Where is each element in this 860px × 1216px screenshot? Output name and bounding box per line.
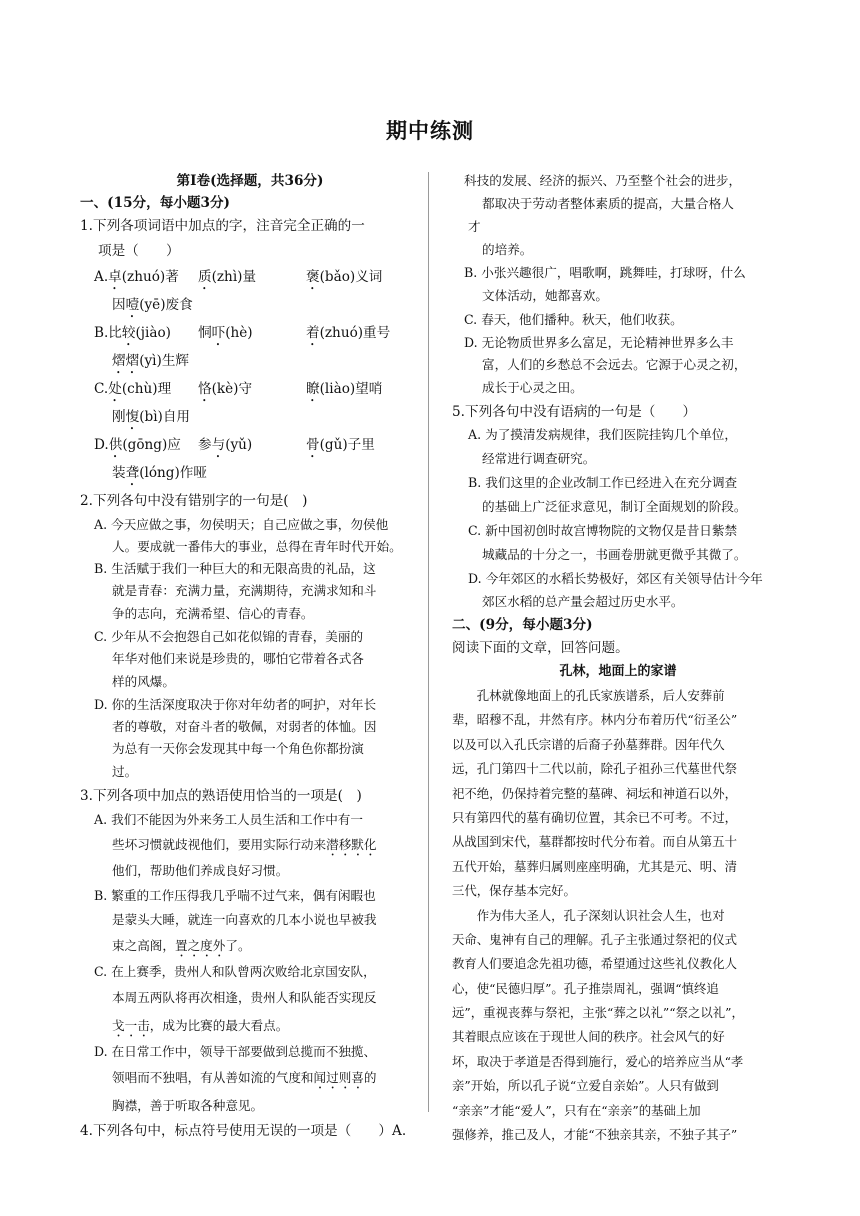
q2-option-a: A. 今天应做之事，勿侯明天；自己应做之事，勿侯他: [94, 517, 389, 532]
part2-instruction: 阅读下面的文章，回答问题。: [452, 640, 629, 656]
q3-option-a: A. 我们不能因为外来务工人员生活和工作中有一: [94, 812, 363, 827]
q5-stem: 5.下列各句中没有语病的一句是（ ）: [452, 404, 697, 420]
article-body: 孔林就像地面上的孔氏家族谱系，后人安葬前 辈，昭穆不乱，井然有序。林内分布着历代“衍圣公” 以及可以入孔氏宗谱的后裔子孙墓葬群。因年代久 远，孔门第四十二代以前，除孔子祖孙三代墓世代祭 祀不绝，仍保持着完整的墓碑、祠坛和神道石以外， 只有第四代的墓有确切位置，其余已不可考。不过， 从战国到宋代，墓群都按时代分布着。而自从第五十 五代开始，墓葬归属则座座明确，尤其是元、明、清 三代，保存基本完好。 作为伟大圣人，孔子深刻认识社会人生，也对 天命、鬼神有自己的理解。孔子主张通过祭祀的仪式 教育人们要追念先祖功德，希望通过这些礼仪教化人 心，使“民德归厚”。孔子推崇周礼，强调“慎终追 远”，重视丧葬与祭祀，主张“葬之以礼”“祭之以礼”， 其着眼点应该在于现世人间的秩序。社会风气的好 坏，取决于孝道是否得到施行，爱心的培养应当从“孝 亲”开始，所以孔子说“立爱自亲始”。人只有做到 “亲亲”才能“爱人”，只有在“亲亲”的基础上加 强修养，推己及人，才能“不独亲其亲，不独子其子”: [452, 688, 744, 1143]
q5-option-a: A. 为了摸清发病规律，我们医院挂钩几个单位，: [468, 427, 737, 442]
q4-stem: 4.下列各句中，标点符号使用无误的一项是（ ）A.: [80, 1123, 407, 1139]
q1-option-d-cont: 装聋(lóng)作哑: [112, 465, 207, 481]
q3-option-b: B. 繁重的工作压得我几乎喘不过气来，偶有闲暇也: [94, 888, 376, 903]
q1-option-a-cont: 因噎(yē)废食: [112, 297, 193, 313]
q1-option-c: C.处(chù)理 恪(kè)守 瞭(liào)望哨: [94, 381, 383, 397]
q2-option-c: C. 少年从不会抱怨自己如花似锦的青春，美丽的: [94, 629, 364, 644]
q1-stem: 项是（ ）: [98, 243, 180, 259]
q5-option-b: B. 我们这里的企业改制工作已经进入在充分调查: [468, 475, 738, 490]
right-column: 科技的发展、经济的振兴、乃至整个社会的进步， 都取决于劳动者整体素质的提高，大量合格人 才 的培养。 B. 小张兴趣很广，唱歌啊，跳舞哇，打球呀，什么 文体活动，她都喜欢。 C. 春天，他们播种。秋天，他们收获。 D. 无论物质世界多么富足，无论精神世界多么丰 富，人们的乡愁总不会远去。它源于心灵之初， 成长于心灵之田。 5.下列各句中没有语病的一句是（ ） A. 为了摸清发病规律，我们医院挂钩几个单位， 经常进行调查研究。 B. 我们这里的企业改制工作已经进入在充分调查 的基础上广泛征求意见，制订全面规划的阶段。 C. 新中国初创时故宫博物院的文物仅是昔日紫禁 城藏品的十分之一，书画卷册就更微乎其微了。 D. 今年郊区的水稻长势极好，郊区有关领导估计今年 郊区水稻的总产量会超过历史水平。 二、(9分，每小题3分) 阅读下面的文章，回答问题。 孔林，地面上的家谱 孔林就像地面上的孔氏家族谱系，后人安葬前 辈，昭穆不乱，井然有序。林内分布着历代“衍圣公” 以及可以入孔氏宗谱的后裔子孙墓葬群。因年代久 远，孔门第四十二代以前，除孔子祖孙三代墓世代祭 祀不绝，仍保持着完整的墓碑、祠坛和神道石以外， 只有第四代的墓有确切位置，其余已不可考。不过， 从战国到宋代，墓群都按时代分布着。而自从第五十 五代开始，墓葬归属则座座明确，尤其是元、明、清 三代，保存基本完好。 作为伟大圣人，孔子深刻认识社会人生，也对 天命、鬼神有自己的理解。孔子主张通过祭祀的仪式 教育人们要追念先祖功德，希望通过这些礼仪教化人 心，使“民德归厚”。孔子推崇周礼，强调“慎终追 远”，重视丧葬与祭祀，主张“葬之以礼”“祭之以礼”， 其着眼点应该在于现世人间的秩序。社会风气的好 坏，取决于孝道是否得到施行，爱心的培养应当从“孝 亲”开始，所以孔子说“立爱自亲始”。人只有做到 “亲亲”才能“爱人”，只有在“亲亲”的基础上加 强修养，推己及人，才能“不独亲其亲，不独子其子”: [452, 170, 784, 1147]
q3-option-d: D. 在日常工作中，领导干部要做到总揽而不独揽、: [94, 1044, 377, 1059]
q1-option-b-cont: 熠熠(yì)生辉: [112, 353, 190, 369]
q2-option-d: D. 你的生活深度取决于你对年幼者的呵护，对年长: [94, 697, 377, 712]
q5-option-d: D. 今年郊区的水稻长势极好，郊区有关领导估计今年: [468, 571, 763, 586]
q3-stem: 3.下列各项中加点的熟语使用恰当的一项是( ): [80, 788, 362, 804]
q5-option-c: C. 新中国初创时故宫博物院的文物仅是昔日紫禁: [468, 523, 738, 538]
page-title: 期中练测: [386, 118, 474, 143]
q1-option-b: B.比较(jiào) 恫吓(hè) 着(zhuó)重号: [94, 325, 391, 341]
part2-header: 二、(9分，每小题3分): [452, 617, 593, 633]
article-title: 孔林，地面上的家谱: [559, 664, 677, 679]
q2-option-b: B. 生活赋于我们一种巨大的和无限高贵的礼品，这: [94, 561, 376, 576]
q4-option-c: C. 春天，他们播种。秋天，他们收获。: [464, 312, 683, 327]
q4-option-b: B. 小张兴趣很广，唱歌啊，跳舞哇，打球呀，什么: [464, 265, 746, 280]
q4-option-a: 科技的发展、经济的振兴、乃至整个社会的进步，: [464, 173, 742, 188]
q1-option-d: D.供(gōng)应 参与(yǔ) 骨(gǔ)子里: [94, 437, 375, 453]
q4-option-d: D. 无论物质世界多么富足，无论精神世界多么丰: [464, 335, 734, 350]
part1-header: 一、(15分，每小题3分): [80, 195, 230, 211]
q1-option-c-cont: 刚愎(bì)自用: [112, 409, 191, 425]
section-header: 第Ⅰ卷(选择题，共36分): [176, 173, 324, 189]
q1-option-a: A.卓(zhuó)著 质(zhì)量 褒(bǎo)义词: [94, 269, 383, 285]
left-column: 第Ⅰ卷(选择题，共36分) 一、(15分，每小题3分) 1.下列各项词语中加点的字，注音完全正确的一 项是（ ） A.卓(zhuó)著 质(zhì)量 褒(bǎo)义词 因噎(yē)废食 B.比较(jiào) 恫吓(hè) 着(zhuó)重号 熠熠(yì)生辉 C.处(chù)理 恪(kè)守 瞭(liào)望哨 刚愎(bì)自用 D.供(gōng)应 参与(yǔ) 骨(gǔ)子里 装聋(lóng)作哑 2.下列各句中没有错别字的一句是( ) A. 今天应做之事，勿侯明天；自己应做之事，勿侯他 人。要成就一番伟大的事业，总得在青年时代开始。 B. 生活赋于我们一种巨大的和无限高贵的礼品，这 就是青春：充满力量，充满期待，充满求知和斗 争的志向，充满希望、信心的青春。 C. 少年从不会抱怨自己如花似锦的青春，美丽的 年华对他们来说是珍贵的，哪怕它带着各式各 样的风爆。 D. 你的生活深度取决于你对年幼者的呵护，对年长 者的尊敬，对奋斗者的敬佩，对弱者的体恤。因 为总有一天你会发现其中每一个角色你都扮演 过。 3.下列各项中加点的熟语使用恰当的一项是( ) A. 我们不能因为外来务工人员生活和工作中有一 些坏习惯就歧视他们，要用实际行动来潜移默化 他们，帮助他们养成良好习惯。 B. 繁重的工作压得我几乎喘不过气来，偶有闲暇也 是蒙头大睡，就连一向喜欢的几本小说也早被我 束之高阁，置之度外了。 C. 在上赛季，贵州人和队曾两次败给北京国安队， 本周五两队将再次相逢，贵州人和队能否实现反 戈一击，成为比赛的最大看点。 D. 在日常工作中，领导干部要做到总揽而不独揽、 领唱而不独唱，有从善如流的气度和闻过则喜的 胸襟，善于听取各种意见。 4.下列各句中，标点符号使用无误的一项是（ ）A.: [80, 170, 420, 1142]
q1-stem: 1.下列各项词语中加点的字，注音完全正确的一: [80, 218, 365, 234]
q3-option-c: C. 在上赛季，贵州人和队曾两次败给北京国安队，: [94, 964, 376, 979]
q2-stem: 2.下列各句中没有错别字的一句是( ): [80, 493, 308, 509]
